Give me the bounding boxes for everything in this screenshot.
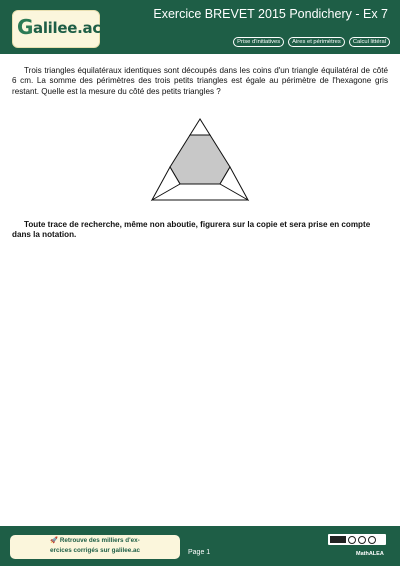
promo-banner[interactable] xyxy=(10,535,180,559)
tag-calcul-litteral[interactable]: Calcul littéral xyxy=(349,37,390,47)
logo-initial: G xyxy=(17,15,34,39)
page-number: Page 1 xyxy=(188,549,211,556)
triangle-hexagon-figure xyxy=(150,118,250,202)
logo-text: alilee.ac xyxy=(33,19,101,37)
header-bar xyxy=(0,0,400,54)
nc-icon xyxy=(358,536,366,544)
gray-hexagon xyxy=(170,135,230,184)
problem-statement: Trois triangles équilatéraux identiques sont découpés dans les coins d'un triangle équilatéral de côté 6 cm. La somme des périmètres des trois petits triangles est égale au périmètre de l'hexagone gris restant. Quelle est la mesure du côté des petits triangles ? xyxy=(12,66,388,96)
sa-icon xyxy=(368,536,376,544)
creative-commons-badge[interactable] xyxy=(328,534,386,545)
cc-logo-icon xyxy=(330,536,346,543)
galilee-logo[interactable] xyxy=(12,10,100,48)
tag-aires-perimetres[interactable]: Aires et périmètres xyxy=(288,37,345,47)
tag-prise-initiatives[interactable]: Prise d'initiatives xyxy=(233,37,284,47)
by-icon xyxy=(348,536,356,544)
instructions-note: Toute trace de recherche, même non aboutie, figurera sur la copie et sera prise en compte dans la notation. xyxy=(12,220,371,240)
rocket-icon: 🚀 xyxy=(50,537,59,544)
top-small-triangle xyxy=(190,119,210,135)
tag-list xyxy=(233,37,390,47)
exercise-title: Exercice BREVET 2015 Pondichery - Ex 7 xyxy=(153,7,388,21)
exercise-body xyxy=(12,66,388,97)
promo-line-2: ercices corrigés sur galilee.ac xyxy=(50,547,140,554)
mathalea-brand: MathALEA xyxy=(356,551,384,557)
promo-line-1: Retrouve des milliers d'ex- xyxy=(59,537,140,544)
